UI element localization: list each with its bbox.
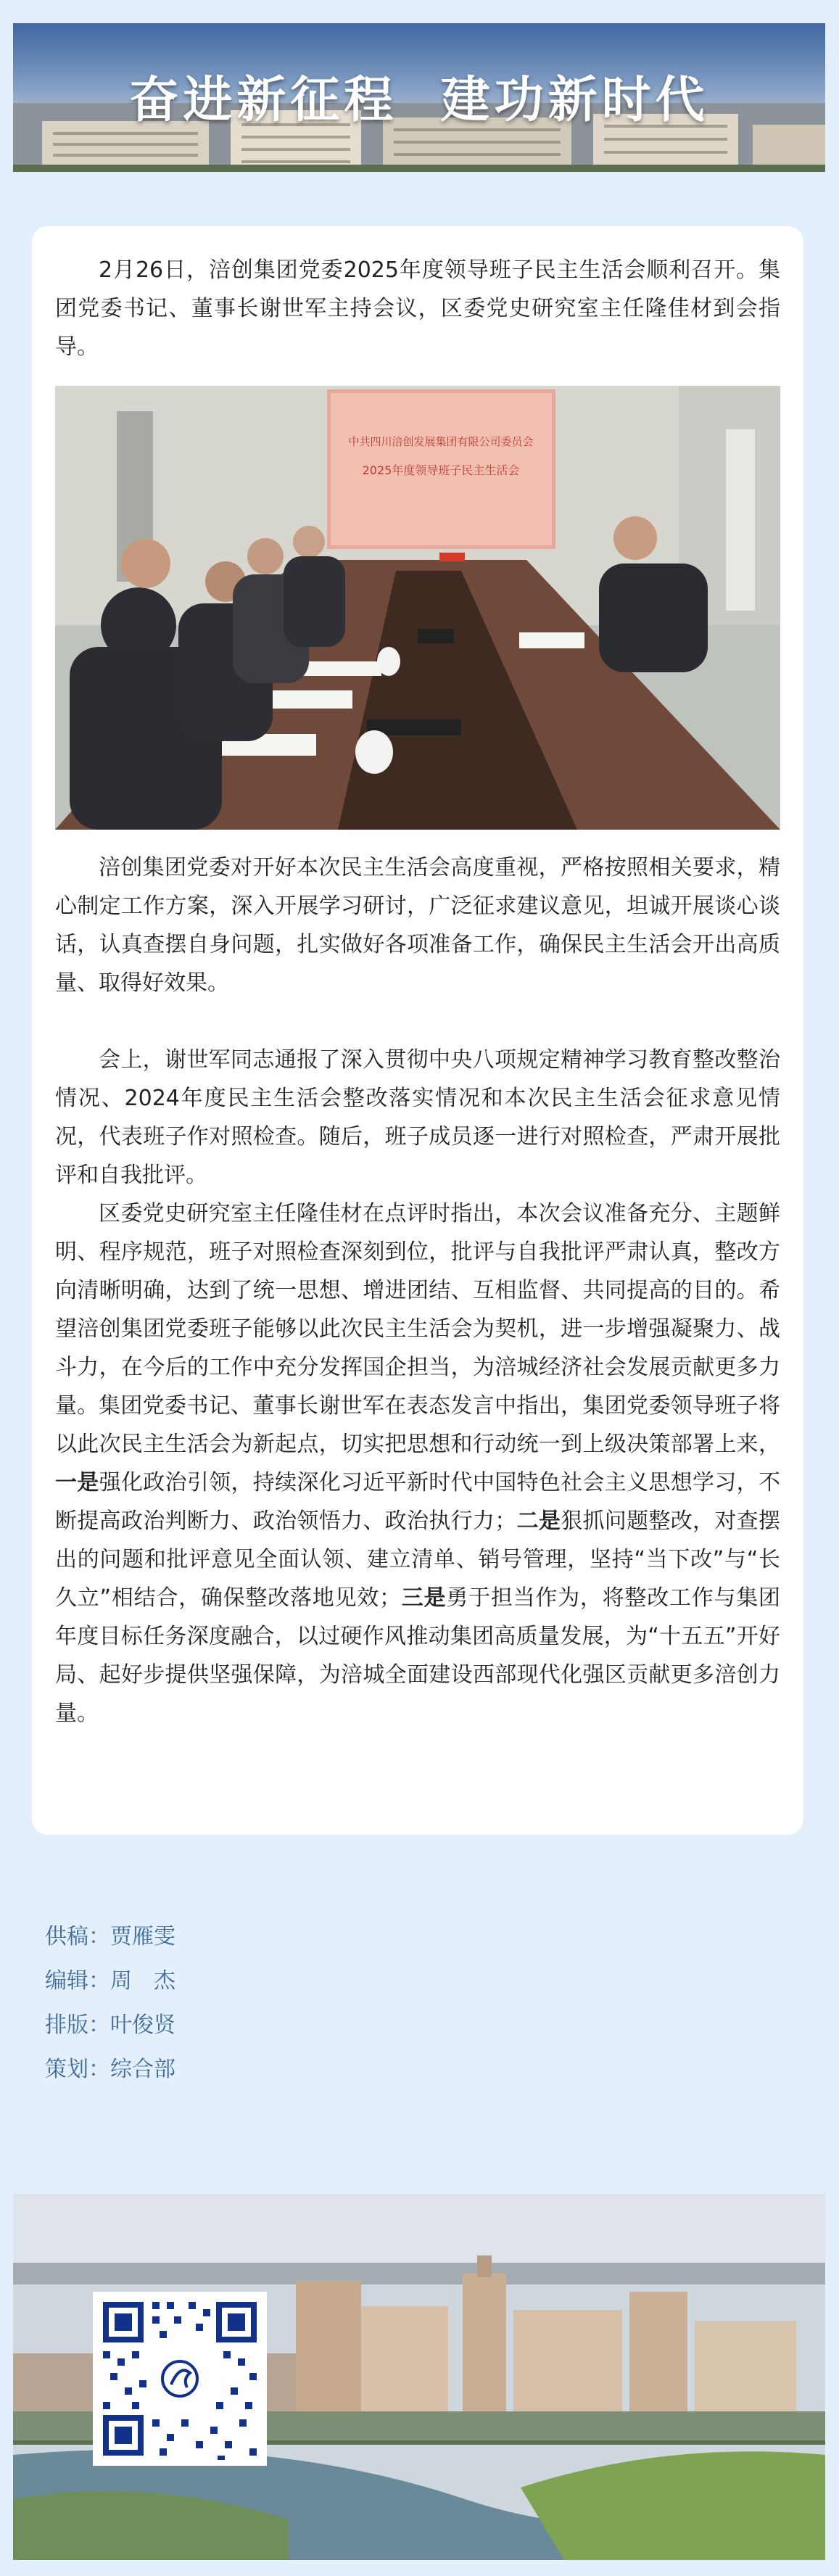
credits-block	[45, 1915, 175, 2092]
article-card	[32, 226, 803, 1835]
footer-city-scene	[13, 2194, 825, 2560]
credit-contributor: 供稿：贾雁雯	[45, 1924, 175, 1949]
meeting-photo	[55, 386, 780, 830]
credit-editor: 编辑：周 杰	[45, 1968, 175, 1994]
qr-code[interactable]	[93, 2292, 267, 2466]
emphasis-third: 三是	[401, 1585, 447, 1611]
paragraph-5: 集团党委书记、董事长谢世军在表态发言中指出，集团党委领导班子将以此次民主生活会为新起点，切实把思想和行动统一到上级决策部署上来，一是强化政治引领，持续深化习近平新时代中国特色社会主义思想学习，不断提高政治判断力、政治领悟力、政治执行力；二是狠抓问题整改，对查摆出的问题和批评意见全面认领、建立清单、销号管理，坚持“当下改”与“长久立”相结合，确保整改落地见效；三是勇于担当作为，将整改工作与集团年度目标任务深度融合，以过硬作风推动集团高质量发展，为“十五五”开好局、起好步提供坚强保障，为涪城全面建设西部现代化强区贡献更多涪创力量。	[55, 1393, 781, 1726]
meeting-photo-illustration	[55, 386, 780, 830]
header-banner	[13, 23, 825, 172]
paragraph-2: 涪创集团党委对开好本次民主生活会高度重视，严格按照相关要求，精心制定工作方案，深入开展学习研讨，广泛征求建议意见，坦诚开展谈心谈话，认真查摆自身问题，扎实做好各项准备工作，确保民主生活会开出高质量、取得好效果。	[55, 855, 780, 996]
credit-layout: 排版：叶俊贤	[45, 2012, 175, 2038]
paragraph-1: 2月26日，涪创集团党委2025年度领导班子民主生活会顺利召开。集团党委书记、董事长谢世军主持会议，区委党史研究室主任隆佳材到会指导。	[55, 257, 780, 360]
emphasis-first: 一是	[55, 1470, 99, 1495]
screen-line-2: 2025年度领导班子民主生活会	[362, 463, 520, 477]
credit-planner: 策划：综合部	[45, 2057, 175, 2082]
qr-code-icon	[93, 2292, 267, 2466]
emphasis-second: 二是	[516, 1508, 561, 1534]
paragraph-4: 区委党史研究室主任隆佳材在点评时指出，本次会议准备充分、主题鲜明、程序规范，班子对照检查深刻到位，批评与自我批评严肃认真，整改方向清晰明确，达到了统一思想、增进团结、互相监督、共同提高的目的。希望涪创集团党委班子能够以此次民主生活会为契机，进一步增强凝聚力、战斗力，在今后的工作中充分发挥国企担当，为涪城经济社会发展贡献更多力量。	[55, 1201, 780, 1419]
screen-line-1: 中共四川涪创发展集团有限公司委员会	[348, 435, 534, 448]
banner-title: 奋进新征程 建功新时代	[129, 72, 709, 129]
paragraph-3: 会上，谢世军同志通报了深入贯彻中央八项规定精神学习教育整改整治情况、2024年度民主生活会整改落实情况和本次民主生活会征求意见情况，代表班子作对照检查。随后，班子成员逐一进行对照检查，严肃开展批评和自我批评。	[55, 1047, 780, 1188]
